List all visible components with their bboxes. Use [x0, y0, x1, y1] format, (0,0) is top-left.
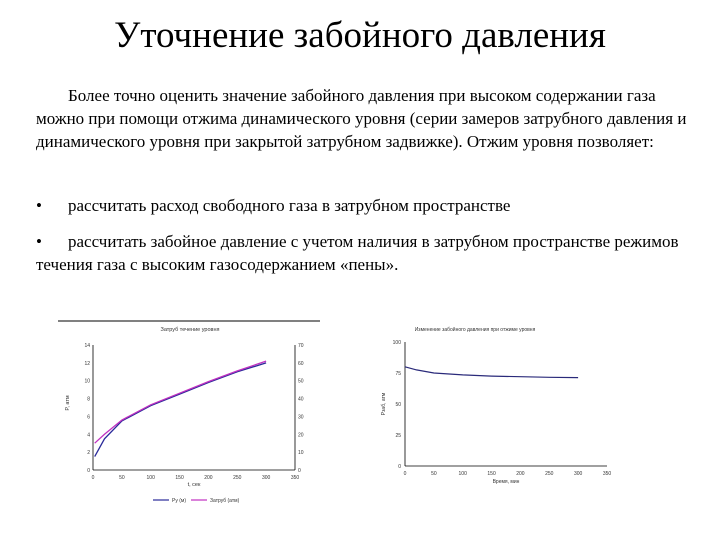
- y2-tick-label: 40: [298, 396, 304, 403]
- x-tick-label: 350: [290, 475, 300, 481]
- x-tick-label: 300: [261, 475, 271, 481]
- series-line-1: [95, 363, 266, 457]
- series-line-1: [405, 367, 578, 378]
- x-tick-label: 150: [175, 475, 184, 481]
- chart-title: Затруб течение уровня: [160, 327, 220, 333]
- x-tick-label: 50: [119, 475, 125, 481]
- bullet-item-1: [36, 194, 696, 217]
- pressure-level-chart-svg: [55, 318, 325, 513]
- x-tick-label: 0: [403, 471, 407, 477]
- y-tick-label: 12: [84, 360, 90, 367]
- intro-text: Более точно оценить значение забойного давления при высоком содержании газа можно при помощи отжима динамического уровня (серии замеров затрубного давления и динамического уровня при закрытой затрубном задвижке). Отжим уровня позволяет:: [36, 86, 687, 151]
- y-tick-label: 0: [87, 468, 90, 474]
- y-tick-label: 100: [392, 340, 401, 346]
- y-tick-label: 10: [84, 378, 90, 385]
- y-tick-label: 4: [87, 432, 90, 439]
- bullet-marker: •: [36, 232, 42, 251]
- y-tick-label: 2: [87, 450, 90, 457]
- y-tick-label: 6: [87, 414, 90, 421]
- bullet-marker: •: [36, 196, 42, 215]
- y-tick-label: 75: [395, 371, 401, 377]
- legend-label-series-2: Затруб (атм): [210, 498, 240, 504]
- x-axis-title: Время, мин: [492, 479, 520, 485]
- legend-label-series-1: Ру (м): [172, 498, 186, 504]
- x-axis-title: t, сек: [187, 482, 201, 488]
- y-tick-label: 0: [398, 464, 401, 470]
- y2-tick-label: 20: [298, 432, 304, 439]
- bullet-item-2: [36, 230, 696, 276]
- slide-title: Уточнение забойного давления: [114, 15, 606, 56]
- y-tick-label: 50: [395, 402, 401, 408]
- chart-title: Изменение забойного давления при отжиме уровня: [414, 327, 536, 333]
- x-tick-label: 200: [204, 475, 213, 481]
- y-tick-label: 8: [87, 396, 90, 403]
- x-tick-label: 350: [602, 471, 612, 477]
- y2-tick-label: 50: [298, 378, 304, 385]
- bottomhole-pressure-chart-svg: [375, 318, 645, 498]
- bottomhole-pressure-chart: [375, 318, 645, 498]
- x-tick-label: 0: [91, 475, 95, 481]
- y2-tick-label: 70: [298, 343, 304, 349]
- x-tick-label: 300: [573, 471, 583, 477]
- y2-tick-label: 0: [298, 468, 301, 474]
- x-tick-label: 250: [233, 475, 242, 481]
- y2-tick-label: 30: [298, 414, 304, 421]
- bullet-text: рассчитать забойное давление с учетом наличия в затрубном пространстве режимов течения газа с высоким газосодержанием «пены».: [36, 232, 679, 274]
- series-line-2: [95, 361, 266, 443]
- intro-paragraph: [36, 84, 696, 153]
- x-tick-label: 100: [146, 475, 155, 481]
- x-tick-label: 50: [431, 471, 437, 477]
- y-axis-title: P, атм: [65, 395, 71, 411]
- x-tick-label: 250: [545, 471, 554, 477]
- y-tick-label: 14: [84, 343, 90, 349]
- x-tick-label: 200: [516, 471, 525, 477]
- x-tick-label: 100: [458, 471, 467, 477]
- bullet-text: рассчитать расход свободного газа в затрубном пространстве: [68, 196, 511, 215]
- y2-tick-label: 10: [298, 450, 304, 457]
- y-tick-label: 25: [395, 433, 401, 439]
- y-axis-title: Рзаб, атм: [381, 392, 387, 416]
- pressure-level-chart: [55, 318, 325, 513]
- x-tick-label: 150: [487, 471, 496, 477]
- y2-tick-label: 60: [298, 360, 304, 367]
